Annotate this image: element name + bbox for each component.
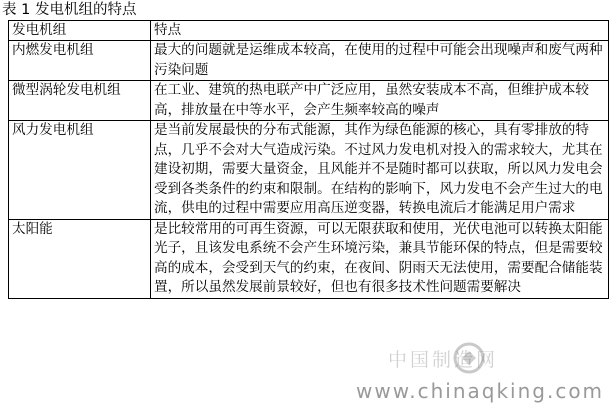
row-feature-internal-combustion: 最大的问题就是运维成本较高，在使用的过程中可能会出现噪声和废气两种污染问题 [151,41,609,81]
row-feature-wind: 是当前发展最快的分布式能源，其作为绿色能源的核心，具有零排放的特点，几乎不会对大气造成污染。不过风力发电机对投入的需求较大，尤其在建设初期，需要大量资金，且风能并不是随时都可以获取，所以风力发电会受到各类条件的约束和限制。在结构的影响下，风力发电不会产生过大的电流，供电的过程中需要应用高压逆变器，转换电流后才能满足用户需求 [151,121,609,220]
row-name-micro-turbine: 微型涡轮发电机组 [9,81,151,121]
row-name-internal-combustion: 内燃发电机组 [9,41,151,81]
table-row [9,219,609,298]
watermark-logo-icon [452,341,486,375]
watermark-url: www.chinaqking.com [356,379,605,403]
row-name-wind: 风力发电机组 [9,121,151,220]
watermark [356,335,614,408]
generator-features-table [8,20,609,299]
table-caption: 表 1 发电机组的特点 [2,2,137,18]
table-header-row [9,21,609,41]
table-row [9,41,609,81]
row-feature-micro-turbine: 在工业、建筑的热电联产中广泛应用，虽然安装成本不高，但维护成本较高，排放量在中等水平，会产生频率较高的噪声 [151,81,609,121]
row-feature-solar: 是比较常用的可再生资源，可以无限获取和使用，光伏电池可以转换太阳能光子，且该发电系统不会产生环境污染，兼具节能环保的特点，但是需要较高的成本，会受到天气的约束，在夜间、阴雨天无法使用，需要配合储能装置，所以虽然发展前景较好，但也有很多技术性问题需要解决 [151,219,609,298]
table-row [9,81,609,121]
watermark-text: 中国制造网 [388,349,499,371]
row-name-solar: 太阳能 [9,219,151,298]
table-row [9,121,609,220]
header-features: 特点 [151,21,609,41]
header-generator-set: 发电机组 [9,21,151,41]
